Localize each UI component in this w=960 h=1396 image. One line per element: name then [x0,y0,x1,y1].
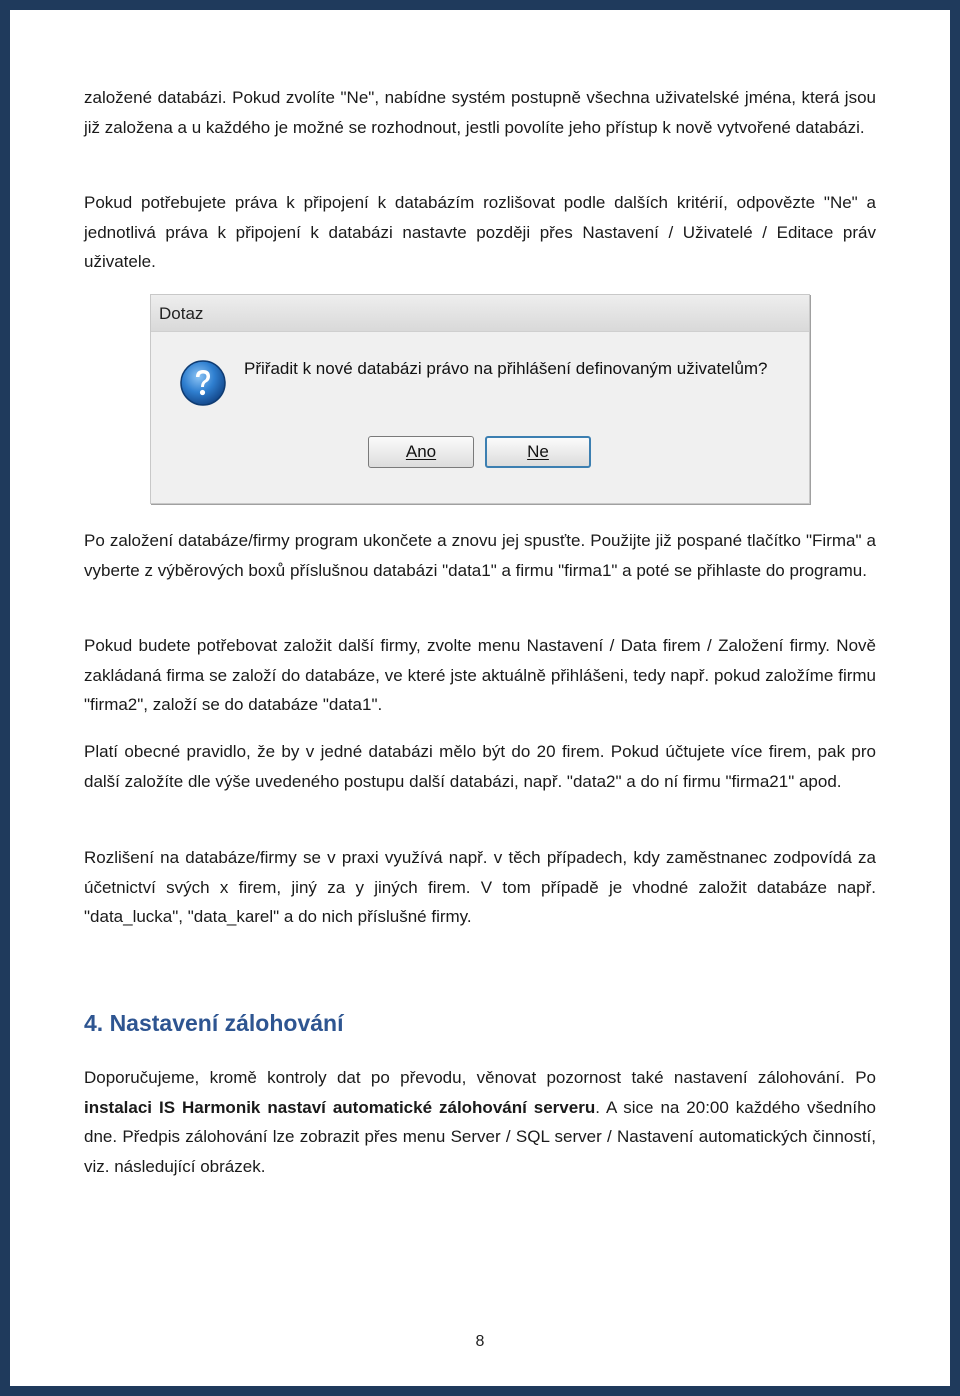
yes-button-label: Ano [405,442,437,461]
question-icon [179,359,227,407]
dialog-title: Dotaz [159,304,204,323]
backup-text-bold: instalaci IS Harmonik nastaví automatické zálohování serveru [84,1097,596,1117]
paragraph-rights: Pokud potřebujete práva k připojení k databázím rozlišovat podle dalších kritérií, odpovězte "Ne" a jednotlivá práva k připojení k databázi nastavte později přes Nastavení / Uživatelé / Editace práv uživatele. [84,193,876,271]
section-heading: 4. Nastavení zálohování [84,1010,344,1036]
backup-text-start: Doporučujeme, kromě kontroly dat po převodu, věnovat pozornost také nastavení zálohování. Po [84,1068,876,1087]
paragraph-new-firm: Pokud budete potřebovat založit další firmy, zvolte menu Nastavení / Data firem / Založení firmy. Nově zakládaná firma se založí do databáze, ve které jste aktuálně přihlášeni, tedy např. pokud založíme firmu "firma2", založí se do databáze "data1". [84,636,876,714]
backup-text-end: . A sice na 20:00 každého všedního dne. Předpis zálohování lze zobrazit přes menu Server / SQL server / Nastavení automatických činností, viz. následující obrázek. [84,1097,876,1176]
confirm-dialog [150,294,810,504]
document-page [10,10,950,1386]
paragraph-rule: Platí obecné pravidlo, že by v jedné databázi mělo být do 20 firem. Pokud účtujete více firem, pak pro další založíte dle výše uvedeného postupu další databázi, např. "data2" a do ní firmu "firma21" apod. [84,742,876,791]
no-button-label: Ne [527,442,549,461]
paragraph-distinction: Rozlišení na databáze/firmy se v praxi využívá např. v těch případech, kdy zaměstnanec zodpovídá za účetnictví svých x firem, jiný za y jiných firem. V tom případě je vhodné založit databáze např. "data_lucka", "data_karel" a do nich příslušné firmy. [84,848,876,926]
paragraph-intro: založené databázi. Pokud zvolíte "Ne", nabídne systém postupně všechna uživatelské jména, která jsou již založena a u každého je možné se rozhodnout, jestli povolíte jeho přístup k nově vytvořené databázi. [84,88,876,137]
no-button[interactable] [485,436,591,468]
paragraph-backup [84,1063,876,1181]
dialog-titlebar[interactable] [151,295,809,332]
page-number: 8 [475,1333,485,1350]
paragraph-restart: Po založení databáze/firmy program ukončete a znovu jej spusťte. Použijte již pospané tlačítko "Firma" a vyberte z výběrových boxů příslušnou databázi "data1" a firmu "firma1" a poté se přihlaste do programu. [84,531,876,580]
dialog-question: Přiřadit k nové databázi právo na přihlášení definovaným uživatelům? [244,359,768,378]
yes-button[interactable] [368,436,474,468]
